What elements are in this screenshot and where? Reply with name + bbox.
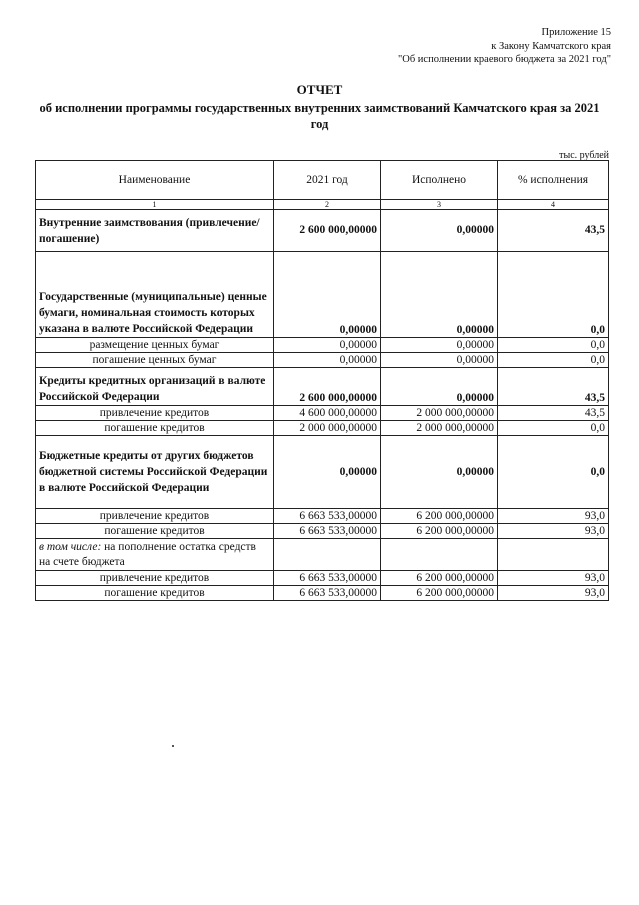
table-row: [36, 571, 609, 586]
row-plan: 0,00000: [274, 252, 381, 338]
title-subject: об исполнении программы государственных внутренних заимствований Камчатского края за 2021 год: [39, 101, 600, 131]
row-percent: 0,0: [498, 338, 609, 353]
row-done: 6 200 000,00000: [381, 524, 498, 539]
table-row: [36, 586, 609, 601]
table-row: [36, 368, 609, 406]
row-plan: 6 663 533,00000: [274, 524, 381, 539]
row-name: погашение кредитов: [36, 421, 274, 436]
index-cell: 4: [498, 200, 609, 210]
row-percent: 0,0: [498, 252, 609, 338]
table-row: [36, 338, 609, 353]
row-name: Внутренние заимствования (привлечение/погашение): [36, 210, 274, 252]
row-done: 0,00000: [381, 436, 498, 509]
row-name: Кредиты кредитных организаций в валюте Российской Федерации: [36, 368, 274, 406]
appendix-line-1: Приложение 15: [541, 27, 611, 38]
row-percent: 43,5: [498, 406, 609, 421]
row-done: 2 000 000,00000: [381, 406, 498, 421]
document-title: [30, 82, 609, 132]
row-plan: 0,00000: [274, 338, 381, 353]
borrowings-table: [35, 160, 609, 601]
row-plan: 6 663 533,00000: [274, 509, 381, 524]
header-percent: % исполнения: [498, 161, 609, 200]
row-name: привлечение кредитов: [36, 406, 274, 421]
table-row: [36, 524, 609, 539]
row-plan: 6 663 533,00000: [274, 586, 381, 601]
row-plan: 2 000 000,00000: [274, 421, 381, 436]
scan-speck: [172, 745, 174, 747]
row-plan: 2 600 000,00000: [274, 368, 381, 406]
index-cell: 1: [36, 200, 274, 210]
table-row: [36, 421, 609, 436]
row-plan: 6 663 533,00000: [274, 571, 381, 586]
row-done: 0,00000: [381, 368, 498, 406]
table-row: [36, 539, 609, 571]
header-name: Наименование: [36, 161, 274, 200]
row-done: 0,00000: [381, 210, 498, 252]
row-percent: 43,5: [498, 210, 609, 252]
appendix-reference: [398, 26, 611, 67]
row-percent: 0,0: [498, 421, 609, 436]
row-name: Государственные (муниципальные) ценные бумаги, номинальная стоимость которых указана в валюте Российской Федерации: [36, 252, 274, 338]
row-plan: 2 600 000,00000: [274, 210, 381, 252]
row-name: привлечение кредитов: [36, 509, 274, 524]
row-percent: 93,0: [498, 524, 609, 539]
table-row: [36, 252, 609, 338]
row-name: [36, 539, 274, 571]
row-done: 2 000 000,00000: [381, 421, 498, 436]
row-done: 6 200 000,00000: [381, 571, 498, 586]
row-percent: 43,5: [498, 368, 609, 406]
table-row: [36, 406, 609, 421]
row-percent: [498, 539, 609, 571]
appendix-line-3: "Об исполнении краевого бюджета за 2021 год": [397, 54, 611, 65]
table-row: [36, 436, 609, 509]
row-percent: 0,0: [498, 436, 609, 509]
row-name: размещение ценных бумаг: [36, 338, 274, 353]
index-cell: 3: [381, 200, 498, 210]
header-year: 2021 год: [274, 161, 381, 200]
row-name: Бюджетные кредиты от других бюджетов бюджетной системы Российской Федерации в валюте Российской Федерации: [36, 436, 274, 509]
row-percent: 0,0: [498, 353, 609, 368]
header-done: Исполнено: [381, 161, 498, 200]
row-note-text: на пополнение остатка средств на счете бюджета: [39, 541, 256, 568]
appendix-line-2: к Закону Камчатского края: [491, 40, 611, 52]
table-row: [36, 509, 609, 524]
row-name: погашение кредитов: [36, 586, 274, 601]
table-row: [36, 353, 609, 368]
row-percent: 93,0: [498, 509, 609, 524]
title-report: ОТЧЕТ: [296, 82, 343, 97]
table-header-row: [36, 161, 609, 200]
row-done: 0,00000: [381, 338, 498, 353]
row-done: 6 200 000,00000: [381, 509, 498, 524]
table-row: [36, 210, 609, 252]
row-percent: 93,0: [498, 586, 609, 601]
row-done: 6 200 000,00000: [381, 586, 498, 601]
row-name: погашение ценных бумаг: [36, 353, 274, 368]
index-cell: 2: [274, 200, 381, 210]
row-name: погашение кредитов: [36, 524, 274, 539]
row-done: [381, 539, 498, 571]
row-name: привлечение кредитов: [36, 571, 274, 586]
table-index-row: [36, 200, 609, 210]
row-done: 0,00000: [381, 353, 498, 368]
units-label: тыс. рублей: [559, 150, 609, 161]
row-plan: 0,00000: [274, 436, 381, 509]
row-plan: 4 600 000,00000: [274, 406, 381, 421]
row-plan: [274, 539, 381, 571]
row-done: 0,00000: [381, 252, 498, 338]
row-percent: 93,0: [498, 571, 609, 586]
row-note-prefix: в том числе:: [39, 541, 102, 553]
row-plan: 0,00000: [274, 353, 381, 368]
